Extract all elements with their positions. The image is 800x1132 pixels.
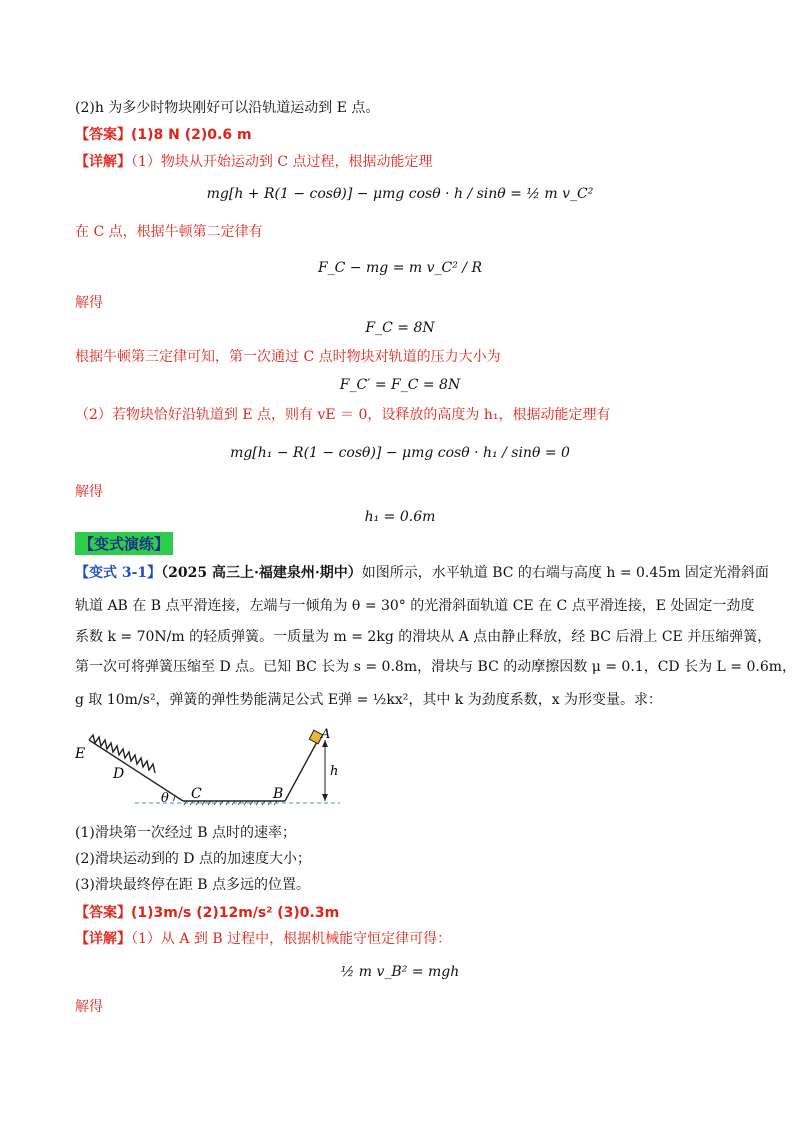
label-e: E xyxy=(75,746,86,762)
detail-line-2 xyxy=(75,929,451,949)
equation-7: ½ m v_B² = mgh xyxy=(340,964,460,980)
problem-text-3: 系数 k = 70N/m 的轻质弹簧。一质量为 m = 2kg 的滑块从 A 点由静止释放，经 BC 后滑上 CE 并压缩弹簧， xyxy=(75,629,772,645)
label-theta: θ xyxy=(161,791,169,806)
answer-tag: 【答案】 xyxy=(75,127,131,143)
equation-4: F_C′ = F_C = 8N xyxy=(339,377,461,393)
problem-text-5: g 取 10m/s²，弹簧的弹性势能满足公式 E弹 = ½kx²，其中 k 为劲度系数，x 为形变量。求： xyxy=(75,692,663,708)
label-h: h xyxy=(330,764,339,779)
question-2-text: (2)h 为多少时物块刚好可以沿轨道运动到 E 点。 xyxy=(75,100,380,116)
problem-text-1: 如图所示，水平轨道 BC 的右端与高度 h = 0.45m 固定光滑斜面 xyxy=(361,565,769,581)
equation-3: F_C = 8N xyxy=(365,320,435,336)
answer-line xyxy=(75,125,252,145)
subquestion-1: (1)滑块第一次经过 B 点时的速率； xyxy=(75,825,297,841)
detail-text-4: （2）若物块恰好沿轨道到 E 点，则有 vE ＝ 0，设释放的高度为 h₁，根据动能定理有 xyxy=(75,407,611,423)
equation-5: mg[h₁ − R(1 − cosθ)] − μmg cosθ · h₁ / sinθ = 0 xyxy=(230,445,570,461)
solve-label-3: 解得 xyxy=(75,999,103,1015)
incline-track-diagram xyxy=(75,728,375,810)
detail-text-5: （1）从 A 到 B 过程中，根据机械能守恒定律可得： xyxy=(131,931,452,947)
problem-source: （2025 高三上·福建泉州·期中） xyxy=(161,565,362,581)
label-d: D xyxy=(113,766,125,782)
problem-text-2: 轨道 AB 在 B 点平滑连接，左端与一倾角为 θ = 30° 的光滑斜面轨道 CE 在 C 点平滑连接，E 处固定一劲度 xyxy=(75,598,755,614)
problem-line-1 xyxy=(75,563,769,583)
section-heading: 【变式演练】 xyxy=(75,532,173,555)
height-arrow-bottom xyxy=(322,794,328,801)
answer-text-2: (1)3m/s (2)12m/s² (3)0.3m xyxy=(131,905,340,921)
equation-6: h₁ = 0.6m xyxy=(364,509,436,525)
equation-1: mg[h + R(1 − cosθ)] − μmg cosθ · h / sinθ = ½ m v_C² xyxy=(206,186,594,202)
detail-text-3: 根据牛顿第三定律可知，第一次通过 C 点时物块对轨道的压力大小为 xyxy=(75,349,501,365)
detail-tag-2: 【详解】 xyxy=(75,931,131,947)
detail-tag: 【详解】 xyxy=(75,154,131,170)
label-b: B xyxy=(273,786,284,802)
subquestion-2: (2)滑块运动到的 D 点的加速度大小； xyxy=(75,851,311,867)
incline-ab xyxy=(285,740,318,801)
answer-tag-2: 【答案】 xyxy=(75,905,131,921)
detail-line-1 xyxy=(75,152,433,172)
incline-ce xyxy=(89,740,183,801)
answer-text: (1)8 N (2)0.6 m xyxy=(131,127,252,143)
label-a: A xyxy=(321,728,331,742)
detail-text-1: （1）物块从开始运动到 C 点过程，根据动能定理 xyxy=(131,154,433,170)
variant-tag: 【变式 3-1】 xyxy=(75,565,162,581)
answer-line-2 xyxy=(75,903,339,923)
solve-label-1: 解得 xyxy=(75,295,103,311)
detail-text-2: 在 C 点，根据牛顿第二定律有 xyxy=(75,224,263,240)
solve-label-2: 解得 xyxy=(75,484,103,500)
label-c: C xyxy=(191,786,202,802)
problem-text-4: 第一次可将弹簧压缩至 D 点。已知 BC 长为 s = 0.8m，滑块与 BC 的动摩擦因数 μ = 0.1，CD 长为 L = 0.6m， xyxy=(75,659,796,675)
equation-2: F_C − mg = m v_C² / R xyxy=(317,260,483,276)
subquestion-3: (3)滑块最终停在距 B 点多远的位置。 xyxy=(75,877,311,893)
